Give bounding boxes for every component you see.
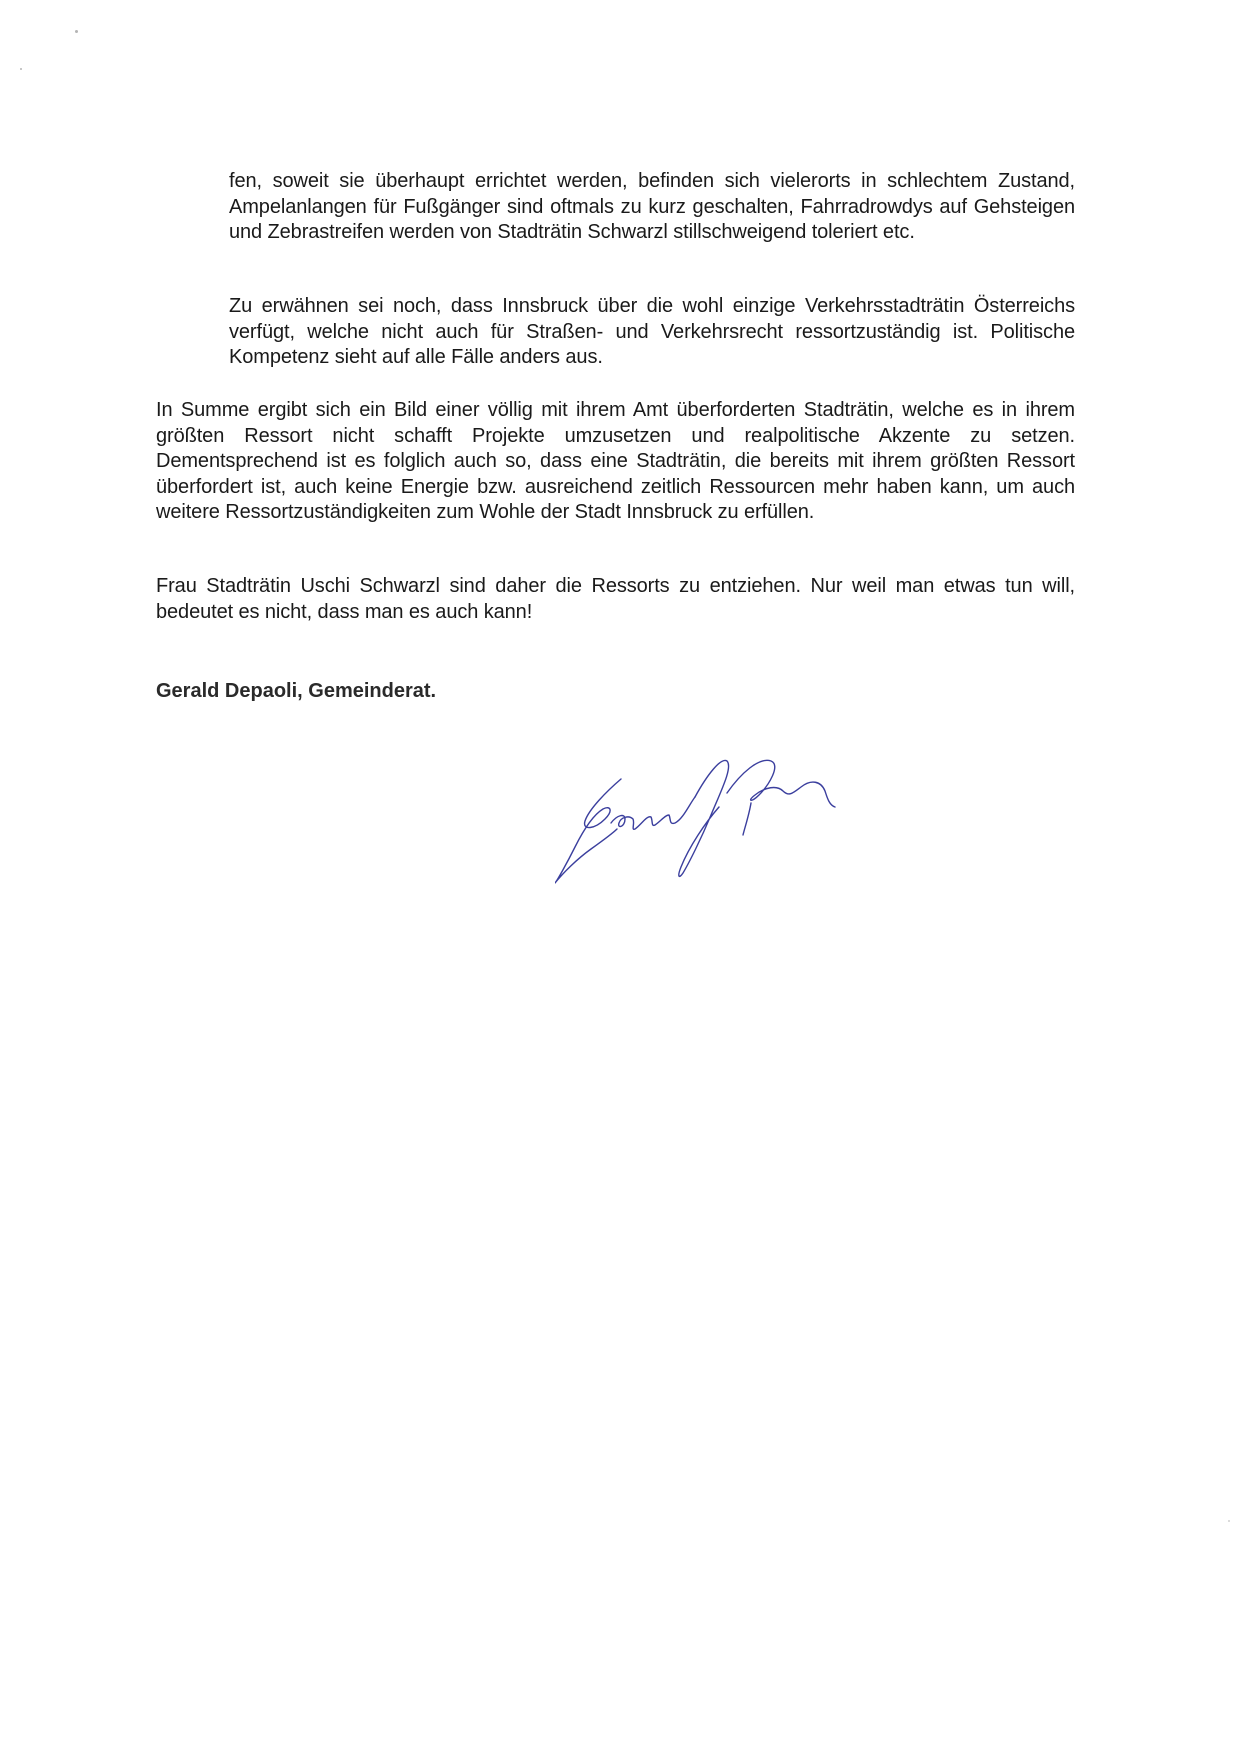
body-paragraph: fen, soweit sie überhaupt errichtet werden, befinden sich vielerorts in schlechtem Zustand, Ampelanlangen für Fußgänger sind oftmals zu kurz geschalten, Fahrradrowdys auf Gehsteigen und Zebrastreifen werden von Stadträtin Schwarzl stillschweigend toleriert etc.: [229, 170, 1075, 243]
scan-speck: [75, 30, 78, 33]
scan-speck: [1228, 1520, 1230, 1522]
body-paragraph: In Summe ergibt sich ein Bild einer völlig mit ihrem Amt überforderten Stadträtin, welche es in ihrem größten Ressort nicht schafft Projekte umzusetzen und realpolitische Akzente zu setzen. Dementsprechend ist es folglich auch so, dass eine Stadträtin, die bereits mit ihrem größten Ressort überfordert ist, auch keine Energie bzw. ausreichend zeitlich Ressourcen mehr haben kann, um auch weitere Ressortzuständigkeiten zum Wohle der Stadt Innsbruck zu erfüllen.: [156, 399, 1075, 523]
body-paragraph: Frau Stadträtin Uschi Schwarzl sind daher die Ressorts zu entziehen. Nur weil man etwas tun will, bedeutet es nicht, dass man es auch kann!: [156, 575, 1075, 623]
signoff-name: Gerald Depaoli, Gemeinderat.: [156, 680, 437, 702]
handwritten-signature: [555, 735, 935, 890]
body-paragraph: Zu erwähnen sei noch, dass Innsbruck über die wohl einzige Verkehrsstadträtin Österreichs verfügt, welche nicht auch für Straßen- und Verkehrsrecht ressortzuständig ist. Politische Kompetenz sieht auf alle Fälle anders aus.: [229, 295, 1075, 368]
scan-speck: [20, 68, 22, 70]
